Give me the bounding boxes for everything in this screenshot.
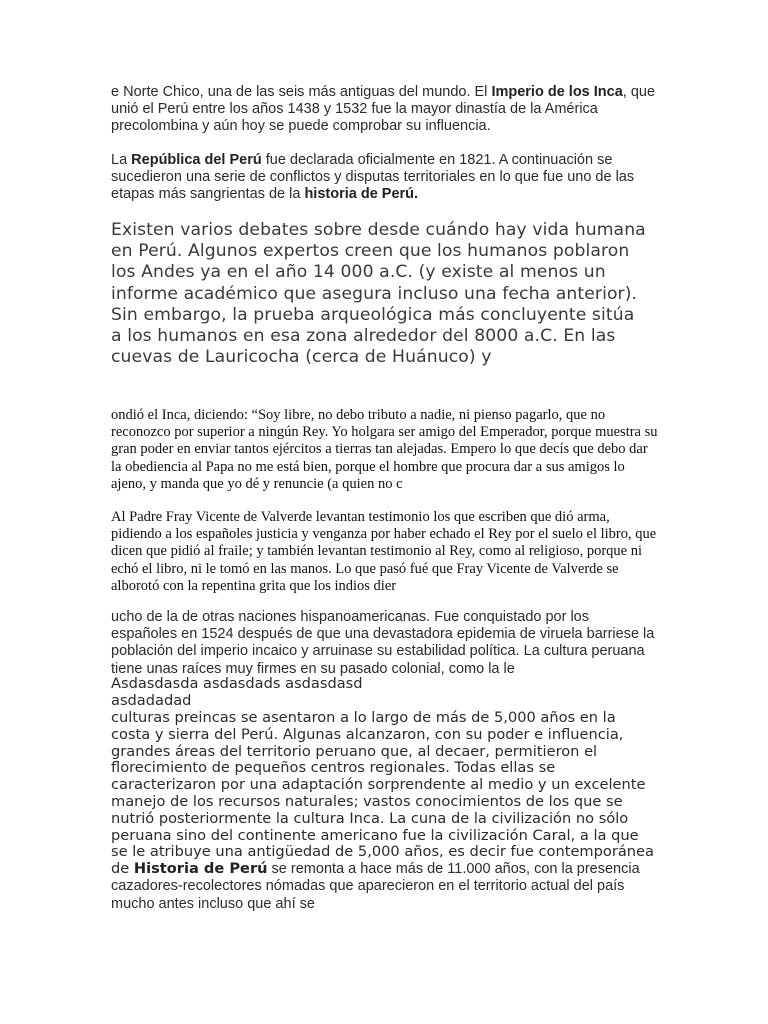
paragraph-text: La [111,152,132,168]
bold-term-history-peru: Historia de Perú [133,860,268,878]
paragraph-inca-empire [111,84,656,136]
bold-term-inca-empire: Imperio de los Inca [491,84,623,100]
paragraph-republic [111,152,659,204]
paragraph-inca-reply: ondió el Inca, diciendo: “Soy libre, no debo tributo a nadie, ni pienso pagarlo, que no reconozco por superior a ningún Rey. Yo holgara ser amigo del Emperador, porque muestra su gran poder en enviar tantos ejércitos a tierras tan alejadas. Empero lo que decís que debo dar la obediencia al Papa no me está bien, porque el hombre que procura dar a sus amigos lo ajeno, y manda que yo dé y renuncie (a quien no c [111,407,658,492]
bold-term-republic: República del Perú [131,152,262,168]
paragraph-text: culturas preincas se asentaron a lo largo de más de 5,000 años en la costa y sierra del Perú. Algunas alcanzaron, con su poder e influencia, grandes áreas del territorio peruano que, al decaer, permitieron el florecimiento de pequeños centros regionales. Todas ellas se caracterizaron por una adaptación sorprendente al medio y un excelente manejo de los recursos naturales; vastos conocimientos de los que se nutrió posteriormente la cultura Inca. La cuna de la civilización no sólo peruana sino del continente americano fue la civilización Caral, a la que se le atribuye una antigüedad de 5,000 años, es decir fue contemporánea de [111,709,654,878]
paragraph-text: , que unió el Perú entre los años 1438 y 1532 fue la mayor dinastía de la América precolombina y aún hoy se puede comprobar su influencia. [111,84,656,135]
paragraph-text: e Norte Chico, una de las seis más antiguas del mundo. El [111,84,492,100]
bold-term-history: historia de Perú. [304,186,419,203]
paragraph-valverde: Al Padre Fray Vicente de Valverde levantan testimonio los que escriben que dió arma, pidiendo a los españoles justicia y venganza por haber echado el Rey por el suelo el libro, que dicen que pidió al fraile; y también levantan testimonio al Rey, como al religioso, porque ni echó el libro, ni le tomó en las manos. Lo que pasó fué que Fray Vicente de Valverde se alborotó con la repentina grita que los indios dier [111,509,657,594]
placeholder-line-2: asdadadad [111,692,192,709]
paragraph-conquest: ucho de la de otras naciones hispanoamericanas. Fue conquistado por los españoles en 1524 después de que una devastadora epidemia de viruela barriese la población del imperio incaico y arruinase su estabilidad política. La cultura peruana tiene unas raíces muy firmes en su pasado colonial, como la le [111,609,655,677]
paragraph-text: fue declarada oficialmente en 1821. A continuación se sucedieron una serie de conflictos y disputas territoriales en lo que fue uno de las etapas más sangrientas de la [111,152,635,203]
paragraph-text: se remonta a hace más de 11.000 años, con la presencia cazadores-recolectores nómadas que aparecieron en el territorio actual del país mucho antes incluso que ahí se [111,861,640,912]
paragraph-preinca-cultures [111,710,659,913]
placeholder-line-1: Asdasdasda asdasdads asdasdasd [111,675,363,692]
paragraph-human-life-debate: Existen varios debates sobre desde cuándo hay vida humana en Perú. Algunos expertos creen que los humanos poblaron los Andes ya en el año 14 000 a.C. (y existe al menos un informe académico que asegura incluso una fecha anterior). Sin embargo, la prueba arqueológica más concluyente sitúa a los humanos en esa zona alrededor del 8000 a.C. En las cuevas de Lauricocha (cerca de Huánuco) y [111,220,646,368]
